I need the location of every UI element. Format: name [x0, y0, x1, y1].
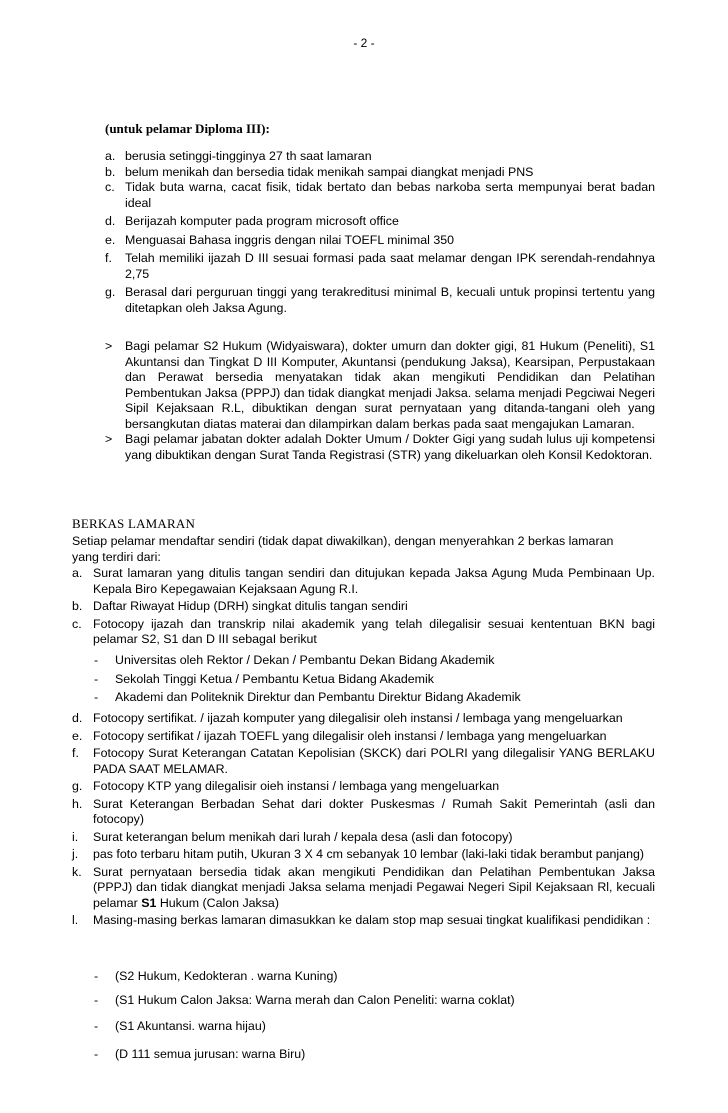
- list-item: a. Surat lamaran yang ditulis tangan sendiri dan ditujukan kepada Jaksa Agung Muda Pembinaan Up. Kepala Biro Kepegawaian Kejaksaan Agung R.I.: [72, 566, 655, 596]
- berkas-title: BERKAS LAMARAN: [72, 516, 196, 531]
- note-item: > Bagi pelamar jabatan dokter adalah Dokter Umum / Dokter Gigi yang sudah lulus uji kompetensi yang dibuktikan dengan Surat Tanda Registrasi (STR) yang dikeluarkan oleh Konsil Kedoktoran.: [105, 432, 655, 462]
- diploma-heading: (untuk pelamar Diploma III):: [105, 121, 270, 136]
- list-item: - (S1 Akuntansi. warna hijau): [94, 1019, 266, 1033]
- list-item: b. Daftar Riwayat Hidup (DRH) singkat ditulis tangan sendiri: [72, 599, 408, 613]
- list-item: c. Fotocopy ijazah dan transkrip nilai akademik yang telah dilegalisir sesuai kententuan BKN bagi pelamar S2, S1 dan D III sebagaI berikut: [72, 616, 655, 646]
- list-item: i. Surat keterangan belum menikah dari lurah / kepala desa (asli dan fotocopy): [72, 829, 513, 844]
- list-item: e. Menguasai Bahasa inggris dengan nilai TOEFL minimal 350: [105, 232, 455, 247]
- list-item: - Akademi dan Politeknik Direktur dan Pembantu Direktur Bidang Akademik: [94, 690, 521, 704]
- list-item: - Sekolah Tinggi Ketua / Pembantu Ketua Bidang Akademik: [94, 671, 434, 686]
- page-number: - 2 -: [353, 36, 375, 50]
- list-item: g. Berasal dari perguruan tinggi yang terakreditusi minimal B, kecuali untuk propinsi tertentu yang ditetapkan oleh Jaksa Agung.: [105, 285, 655, 315]
- list-item: e. Fotocopy sertifikat / ijazah TOEFL yang dilegalisir oleh instansi / lembaga yang mengeluarkan: [72, 728, 607, 743]
- list-item: f. Telah memiliki ijazah D III sesuai formasi pada saat melamar dengan IPK serendah-rendahnya 2,75: [105, 251, 655, 281]
- list-item: - (S1 Hukum Calon Jaksa: Warna merah dan Calon Peneliti: warna coklat): [94, 992, 515, 1007]
- list-item-l: l. Masing-masing berkas lamaran dimasukkan ke dalam stop map sesuai tingkat kualifikasi pendidikan :: [72, 913, 651, 927]
- list-item: f. Fotocopy Surat Keterangan Catatan Kepolisian (SKCK) dari POLRI yang dilegalisir YANG BERLAKU PADA SAAT MELAMAR.: [72, 746, 655, 776]
- list-item: g. Fotocopy KTP yang dilegalisir oieh instansi / lembaga yang mengeluarkan: [72, 779, 500, 793]
- bold-s1: S1: [141, 895, 157, 910]
- list-item: b. belum menikah dan bersedia tidak menikah sampai diangkat menjadi PNS: [105, 164, 534, 179]
- diploma-requirements-list: [0, 149, 728, 319]
- list-item: - (D 111 semua jurusan: warna Biru): [94, 1046, 306, 1061]
- list-item: - (S2 Hukum, Kedokteran . warna Kuning): [94, 969, 338, 983]
- berkas-list-d-l: [0, 711, 728, 931]
- list-item: d. Berijazah komputer pada program microsoft office: [105, 214, 399, 228]
- note-item: > Bagi pelamar S2 Hukum (Widyaiswara), dokter umurn dan dokter gigi, 81 Hukum (Peneliti), S1 Akuntansi dan Tingkat D III Komputer, Akuntansi (pendukung Jaksa), Kearsipan, Perpustakaan dan Perawat bersedia menyatakan tidak akan mengikuti Pendidikan dan Pelatihan Pembentukan Jaksa (PPPJ) dan tidak diangkat menjadi Jaksa. selama menjadi Pegciwai Negeri Sipil Kejaksaan R.L, dibuktikan dengan surat pernyataan yang ditanda-tangani oleh yang bersangkutan diatas materai dan dilampirkan dalam berkas pada saat mengajukan Lamaran.: [105, 339, 655, 431]
- list-item-k: k. Surat pernyataan bersedia tidak akan mengikuti Pendidikan dan Pelatihan Pembentukan Jaksa (PPPJ) dan tidak diangkat menjadi Jaksa selama menjadi Pegawai Negeri Sipil Kejaksaan Rl, kecuali pelamar S1 Hukum (Calon Jaksa): [72, 864, 655, 910]
- list-item: - Universitas oleh Rektor / Dekan / Pembantu Dekan Bidang Akademik: [94, 653, 495, 667]
- list-item: j. pas foto terbaru hitam putih, Ukuran 3 X 4 cm sebanyak 10 lembar (laki-laki tidak berambut panjang): [72, 847, 644, 861]
- list-item: c. Tidak buta warna, cacat fisik, tidak bertato dan bebas narkoba serta mempunyai berat badan ideal: [105, 180, 655, 210]
- berkas-intro: Setiap pelamar mendaftar sendiri (tidak dapat diwakilkan), dengan menyerahkan 2 berkas lamaran yang terdiri dari:: [72, 534, 614, 564]
- list-item: a. berusia setinggi-tingginya 27 th saat lamaran: [105, 149, 372, 163]
- list-item: h. Surat Keterangan Berbadan Sehat dari dokter Puskesmas / Rumah Sakit Pemerintah (asli dan fotocopy): [72, 796, 655, 826]
- notes-list: [0, 339, 728, 463]
- legalisir-list: [0, 653, 728, 709]
- list-item: d. Fotocopy sertifikat. / ijazah komputer yang dilegalisir oleh instansi / lembaga yang mengeluarkan: [72, 711, 623, 725]
- berkas-list-a-c: [0, 566, 728, 650]
- map-color-list: [0, 969, 728, 1062]
